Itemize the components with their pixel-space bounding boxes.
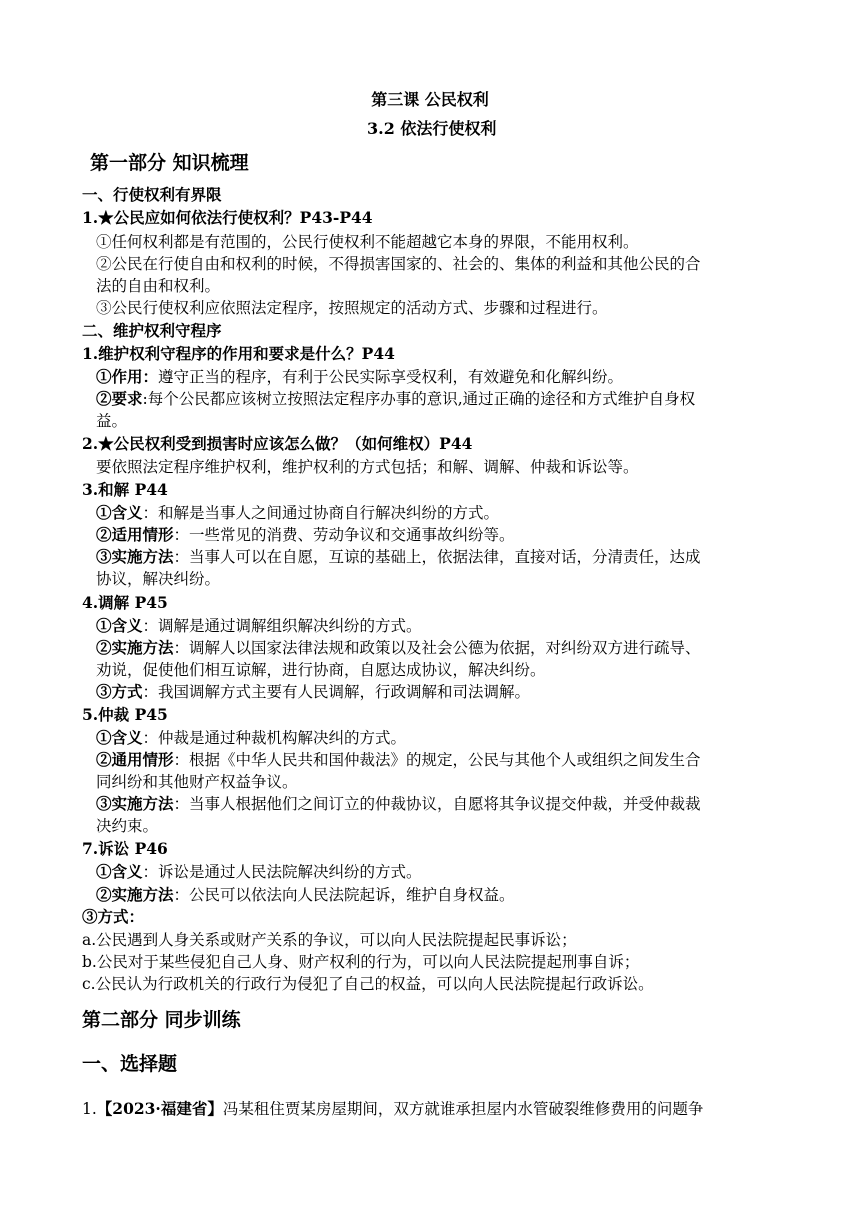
s2-q3-item-c bbox=[96, 546, 701, 568]
text: ：诉讼是通过人民法院解决纠纷的方式。 bbox=[142, 863, 422, 881]
label: ②实施方法 bbox=[96, 638, 174, 657]
label: ②要求 bbox=[96, 389, 143, 408]
s2-q3-title: 3.和解 P44 bbox=[82, 480, 168, 499]
lesson-title: 第三课 公民权利 bbox=[371, 90, 489, 109]
text: ：公民可以依法向人民法院起诉，维护自身权益。 bbox=[173, 886, 515, 904]
s1-question1-title: 1.★公民应如何依法行使权利？P43-P44 bbox=[82, 208, 373, 227]
text: 遵守正当的程序，有利于公民实际享受权利，有效避免和化解纠纷。 bbox=[158, 368, 624, 386]
question-source: 【2023·福建省】 bbox=[96, 1099, 223, 1118]
label: ③实施方法 bbox=[96, 794, 174, 813]
s2-q4-item-b bbox=[96, 637, 701, 659]
part1-heading: 第一部分 知识梳理 bbox=[90, 152, 249, 174]
s2-q5-item-b-cont: 同纠纷和其他财产权益争议。 bbox=[96, 773, 298, 791]
label: ①含义 bbox=[96, 616, 143, 635]
s2-q5-item-b bbox=[96, 749, 701, 771]
s2-q7-item-c-c: c.公民认为行政机关的行政行为侵犯了自己的权益，可以向人民法院提起行政诉讼。 bbox=[82, 975, 654, 993]
s2-q7-item-c-b: b.公民对于某些侵犯自己人身、财产权利的行为，可以向人民法院提起刑事自诉； bbox=[82, 953, 640, 971]
s1-point1: ①任何权利都是有范围的，公民行使权利不能超越它本身的界限，不能用权利。 bbox=[96, 233, 639, 251]
text: ：我国调解方式主要有人民调解，行政调解和司法调解。 bbox=[142, 683, 531, 701]
s2-q7-title: 7.诉讼 P46 bbox=[82, 839, 168, 858]
s2-q5-item-c bbox=[96, 793, 701, 815]
section2-heading: 二、维护权利守程序 bbox=[82, 321, 222, 340]
part2-section1-heading: 一、选择题 bbox=[82, 1053, 178, 1075]
s2-q5-item-a bbox=[96, 727, 406, 749]
text: ：根据《中华人民共和国仲裁法》的规定，公民与其他个人或组织之间发生合 bbox=[173, 751, 701, 769]
s2-q3-item-a bbox=[96, 502, 499, 524]
label: ③方式 bbox=[96, 682, 143, 701]
s2-q2-title: 2.★公民权利受到损害时应该怎么做？（如何维权）P44 bbox=[82, 434, 473, 453]
s2-q2-text: 要依照法定程序维护权利，维护权利的方式包括；和解、调解、仲裁和诉讼等。 bbox=[96, 458, 639, 476]
s2-q4-item-c bbox=[96, 681, 530, 703]
label: ①含义 bbox=[96, 728, 143, 747]
s2-q5-title: 5.仲裁 P45 bbox=[82, 705, 168, 724]
label: ①含义 bbox=[96, 503, 143, 522]
text: ：仲裁是通过种裁机构解决纠的方式。 bbox=[142, 729, 407, 747]
s2-q3-item-b bbox=[96, 524, 515, 546]
s2-q7-item-c-a: a.公民遇到人身关系或财产关系的争议，可以向人民法院提起民事诉讼； bbox=[82, 931, 577, 949]
s2-q4-title: 4.调解 P45 bbox=[82, 593, 168, 612]
section-title: 3.2 依法行使权利 bbox=[367, 119, 497, 138]
s2-q1-item-b bbox=[96, 388, 695, 410]
s2-q3-item-c-cont: 协议，解决纠纷。 bbox=[96, 570, 221, 588]
part2-heading: 第二部分 同步训练 bbox=[82, 1009, 241, 1031]
s2-q7-item-b bbox=[96, 884, 515, 906]
s2-q4-item-b-cont: 劝说，促使他们相互谅解，进行协商，自愿达成协议，解决纠纷。 bbox=[96, 661, 546, 679]
s2-q1-item-b-cont: 益。 bbox=[96, 412, 128, 430]
text: ：当事人可以在自愿，互谅的基础上，依据法律，直接对话，分清责任，达成 bbox=[173, 548, 701, 566]
s2-q7-item-a bbox=[96, 861, 422, 883]
question-text: 冯某租住贾某房屋期间，双方就谁承担屋内水管破裂维修费用的问题争 bbox=[222, 1100, 704, 1118]
text: ：调解人以国家法律法规和政策以及社会公德为依据，对纠纷双方进行疏导、 bbox=[173, 639, 701, 657]
s1-point3: ③公民行使权利应依照法定程序，按照规定的活动方式、步骤和过程进行。 bbox=[96, 299, 608, 317]
section1-heading: 一、行使权利有界限 bbox=[82, 185, 222, 204]
s2-q4-item-a bbox=[96, 615, 422, 637]
label: ②通用情形 bbox=[96, 750, 174, 769]
label: ①含义 bbox=[96, 862, 143, 881]
s2-q5-item-c-cont: 决约束。 bbox=[96, 817, 159, 835]
label: ③实施方法 bbox=[96, 547, 174, 566]
question-1 bbox=[82, 1098, 703, 1120]
s2-q1-title: 1.维护权利守程序的作用和要求是什么？P44 bbox=[82, 344, 395, 363]
s2-q7-item-c-label: ③方式： bbox=[82, 907, 145, 926]
label: ①作用： bbox=[96, 367, 159, 386]
question-number: 1. bbox=[82, 1100, 97, 1118]
text: ：当事人根据他们之间订立的仲裁协议，自愿将其争议提交仲裁，并受仲裁裁 bbox=[173, 795, 701, 813]
text: ：调解是通过调解组织解决纠纷的方式。 bbox=[142, 617, 422, 635]
s1-point2-line2: 法的自由和权利。 bbox=[96, 277, 221, 295]
text: ：一些常见的消费、劳动争议和交通事故纠纷等。 bbox=[173, 526, 515, 544]
text: :每个公民都应该树立按照法定程序办事的意识,通过正确的途径和方式维护自身权 bbox=[142, 390, 696, 408]
s1-point2-line1: ②公民在行使自由和权利的时候，不得损害国家的、社会的、集体的利益和其他公民的合 bbox=[96, 255, 701, 273]
text: ：和解是当事人之间通过协商自行解决纠纷的方式。 bbox=[142, 504, 500, 522]
label: ②适用情形 bbox=[96, 525, 174, 544]
label: ②实施方法 bbox=[96, 885, 174, 904]
s2-q1-item-a bbox=[96, 366, 623, 388]
